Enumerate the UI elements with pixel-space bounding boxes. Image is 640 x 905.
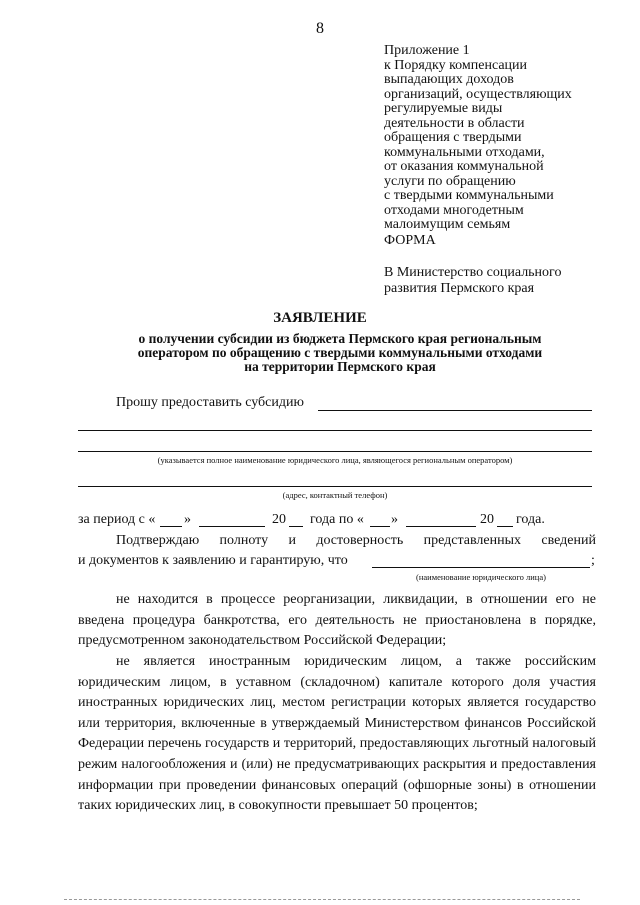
hint-applicant-name: (указывается полное наименование юридического лица, являющегося региональным оператором) bbox=[157, 455, 513, 465]
appendix-line: к Порядку компенсации bbox=[384, 57, 528, 73]
hint-legal-entity: (наименование юридического лица) bbox=[416, 572, 546, 582]
appendix-line: малоимущим семьям bbox=[384, 217, 511, 232]
confirm-line-1: Подтверждаю полноту и достоверность представленных сведений bbox=[116, 533, 596, 548]
period-from-year-field[interactable] bbox=[289, 526, 303, 527]
period-to-text: года по « bbox=[310, 512, 364, 527]
period-from-year-prefix: 20 bbox=[272, 512, 286, 527]
appendix-line: организаций, осуществляющих bbox=[384, 86, 572, 102]
address-phone-field[interactable] bbox=[78, 486, 592, 487]
page-edge-line bbox=[64, 899, 580, 900]
appendix-line: коммунальными отходами, bbox=[384, 144, 545, 160]
guarantee-paragraph-2 bbox=[78, 652, 596, 817]
period-quote-close-2: » bbox=[391, 512, 398, 527]
period-from-month-field[interactable] bbox=[199, 526, 265, 527]
period-year-suffix: года. bbox=[516, 512, 545, 527]
appendix-line: выпадающих доходов bbox=[384, 72, 514, 87]
appendix-line: с твердыми коммунальными bbox=[384, 188, 554, 203]
appendix-line: Приложение 1 bbox=[384, 43, 470, 58]
subtitle-line: о получении субсидии из бюджета Пермского края региональным bbox=[138, 331, 542, 346]
period-from-text: за период с « bbox=[78, 512, 156, 527]
period-to-year-field[interactable] bbox=[497, 526, 513, 527]
appendix-line: обращения с твердыми bbox=[384, 130, 522, 145]
confirm-line-end: ; bbox=[591, 553, 595, 568]
confirm-line-2: и документов к заявлению и гарантирую, что bbox=[78, 553, 348, 568]
request-text: Прошу предоставить субсидию bbox=[116, 395, 304, 410]
subtitle-line: оператором по обращению с твердыми коммунальными отходами bbox=[137, 345, 543, 360]
paragraph-text: не находится в процессе реорганизации, ликвидации, в отношении его не введена процедура банкротства, его деятельность не приостановлена в порядке, предусмотренном законодательством Российской Федерации; bbox=[78, 592, 596, 649]
period-to-month-field[interactable] bbox=[406, 526, 476, 527]
guarantee-paragraph-1 bbox=[78, 590, 596, 652]
period-to-day-field[interactable] bbox=[370, 526, 390, 527]
period-quote-close: » bbox=[184, 512, 191, 527]
subtitle-line: на территории Пермского края bbox=[244, 359, 436, 374]
paragraph-text: не является иностранным юридическим лицом, а также российским юридическим лицом, в уставном (складочном) капитале которого доля участия иностранных юридических лиц, местом регистрации которых является государство или территория, включенные в утверждаемый Министерством финансов Российской Федерации перечень государств и территорий, предоставляющих льготный налоговый режим налогообложения и (или) не предусматривающих раскрытия и предоставления информации при проведении финансовых операций (офшорные зоны) в отношении таких юридических лиц, в совокупности превышает 50 процентов; bbox=[78, 654, 596, 814]
period-to-year-prefix: 20 bbox=[480, 512, 494, 527]
period-from-day-field[interactable] bbox=[160, 526, 182, 527]
page-number: 8 bbox=[316, 20, 324, 37]
appendix-line: услуги по обращению bbox=[384, 173, 516, 189]
appendix-line: деятельности в области bbox=[384, 115, 525, 131]
document-title: ЗАЯВЛЕНИЕ bbox=[273, 310, 367, 326]
hint-address: (адрес, контактный телефон) bbox=[282, 490, 388, 500]
subsidy-amount-field[interactable] bbox=[318, 410, 592, 411]
appendix-line: отходами многодетным bbox=[384, 202, 524, 218]
document-subtitle bbox=[80, 332, 600, 374]
addressee-line: В Министерство социального bbox=[384, 265, 562, 280]
applicant-name-field-line-2[interactable] bbox=[78, 451, 592, 452]
appendix-line: регулируемые виды bbox=[384, 101, 503, 116]
legal-entity-name-field[interactable] bbox=[372, 567, 590, 568]
form-label: ФОРМА bbox=[384, 233, 436, 248]
addressee-line: развития Пермского края bbox=[384, 281, 535, 296]
appendix-line: от оказания коммунальной bbox=[384, 159, 544, 174]
addressee bbox=[384, 265, 624, 297]
appendix-block bbox=[384, 44, 624, 233]
applicant-name-field-line-1[interactable] bbox=[78, 430, 592, 431]
